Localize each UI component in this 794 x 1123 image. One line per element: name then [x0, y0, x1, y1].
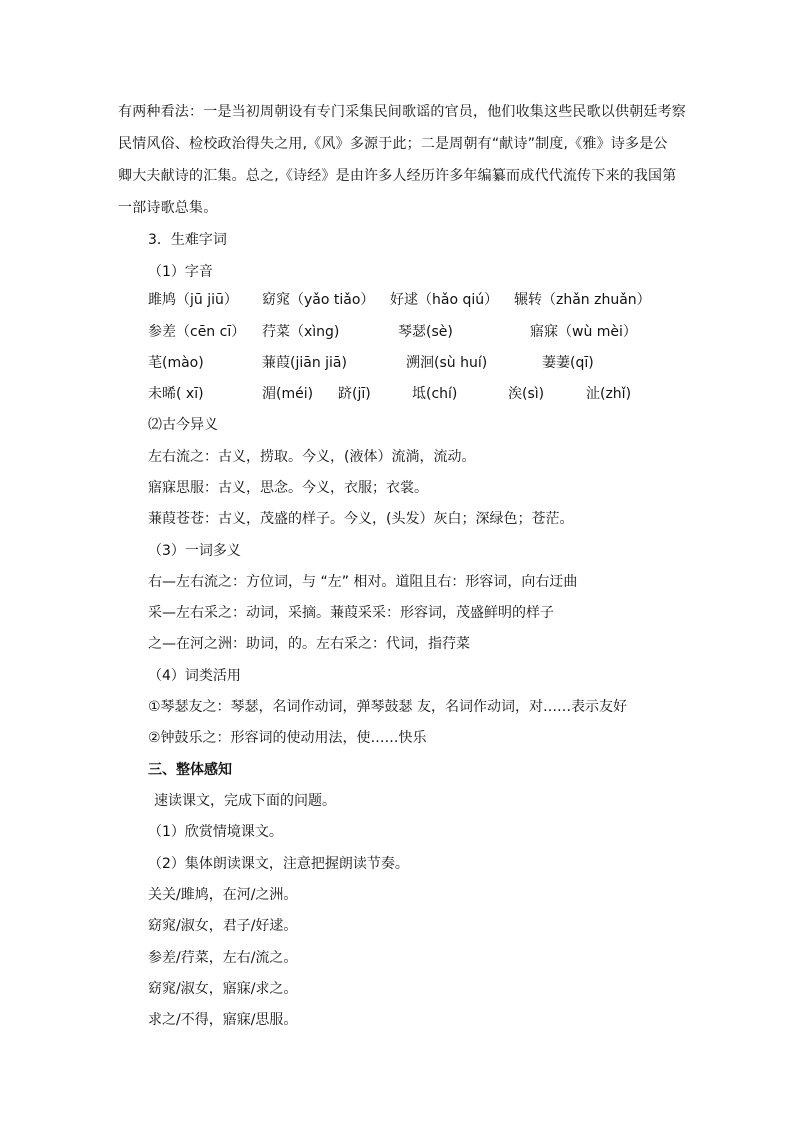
section-heading-overall: 三、整体感知 [148, 762, 232, 778]
conversion-item: ②钟鼓乐之：形容词的使动用法，使……快乐 [148, 730, 427, 746]
ancient-item: 蒹葭苍苍：古义，茂盛的样子。今义，(头发）灰白；深绿色；苍茫。 [148, 511, 574, 527]
subheading-polysemy: （3）一词多义 [148, 543, 241, 559]
pron-item: 湄(méi) [262, 386, 314, 402]
pron-item: 雎鸠（jū jiū） [148, 292, 238, 308]
pron-item: 参差（cēn cī） [148, 324, 246, 340]
pron-item: 窈窕（yǎo tiǎo） [262, 292, 375, 308]
subheading-word-class: （4）词类活用 [148, 668, 241, 684]
pron-item: 辗转（zhǎn zhuǎn） [514, 292, 651, 308]
ancient-item: 左右流之：古义，捞取。今义，(液体）流淌，流动。 [148, 449, 476, 465]
pron-item: 跻(jī) [338, 386, 371, 402]
pron-item: 沚(zhǐ) [586, 386, 632, 402]
intro-line-3: 卿大夫献诗的汇集。总之,《诗经》是由许多人经历许多年编纂而成代代流传下来的我国第 [118, 168, 677, 184]
intro-line-1: 有两种看法：一是当初周朝设有专门采集民间歌谣的官员，他们收集这些民歌以供朝廷考察 [118, 104, 686, 120]
poem-line: 参差/荇菜，左右/流之。 [148, 950, 298, 966]
intro-line-2: 民情风俗、检校政治得失之用,《风》多源于此；二是周朝有“献诗”制度,《雅》诗多是公 [118, 136, 668, 152]
polysemy-item: 右—左右流之：方位词，与 “左” 相对。道阻且右：形容词，向右迂曲 [148, 574, 578, 590]
pron-item: 涘(sì) [508, 386, 545, 402]
poem-line: 求之/不得，寤寐/思服。 [148, 1012, 298, 1028]
pron-item: 萋萋(qī) [542, 355, 594, 371]
conversion-item: ①琴瑟友之：琴瑟，名词作动词，弹琴鼓瑟 友，名词作动词，对……表示友好 [148, 699, 627, 715]
subheading-ancient-modern: ⑵古今异义 [148, 417, 218, 433]
poem-line: 窈窕/淑女，君子/好逑。 [148, 918, 298, 934]
subheading-pronunciation: （1）字音 [148, 264, 213, 280]
pron-item: 溯洄(sù huí) [406, 355, 488, 371]
section-heading-vocab: 3．生难字词 [148, 232, 227, 248]
pron-item: 好逑（hǎo qiú） [390, 292, 499, 308]
overall-step-1: （1）欣赏情境课文。 [148, 824, 283, 840]
pron-item: 蒹葭(jiān jiā) [262, 355, 347, 371]
poem-line: 窈窕/淑女，寤寐/求之。 [148, 981, 298, 997]
intro-line-4: 一部诗歌总集。 [118, 200, 218, 216]
poem-line: 关关/雎鸠，在河/之洲。 [148, 887, 298, 903]
pron-item: 未晞( xī) [148, 386, 204, 402]
pron-item: 寤寐（wù mèi） [530, 324, 637, 340]
pron-item: 芼(mào) [148, 355, 204, 371]
overall-intro: 速读课文，完成下面的问题。 [154, 793, 336, 809]
ancient-item: 寤寐思服：古义，思念。今义，衣服；衣裳。 [148, 480, 428, 496]
polysemy-item: 之—在河之洲：助词，的。左右采之：代词，指荇菜 [148, 636, 470, 652]
overall-step-2: （2）集体朗读课文，注意把握朗读节奏。 [148, 856, 409, 872]
pron-item: 坻(chí) [412, 386, 458, 402]
polysemy-item: 采—左右采之：动词，采摘。蒹葭采采：形容词，茂盛鲜明的样子 [148, 605, 554, 621]
pron-item: 琴瑟(sè) [398, 324, 453, 340]
pron-item: 荇菜（xìng) [262, 324, 340, 340]
